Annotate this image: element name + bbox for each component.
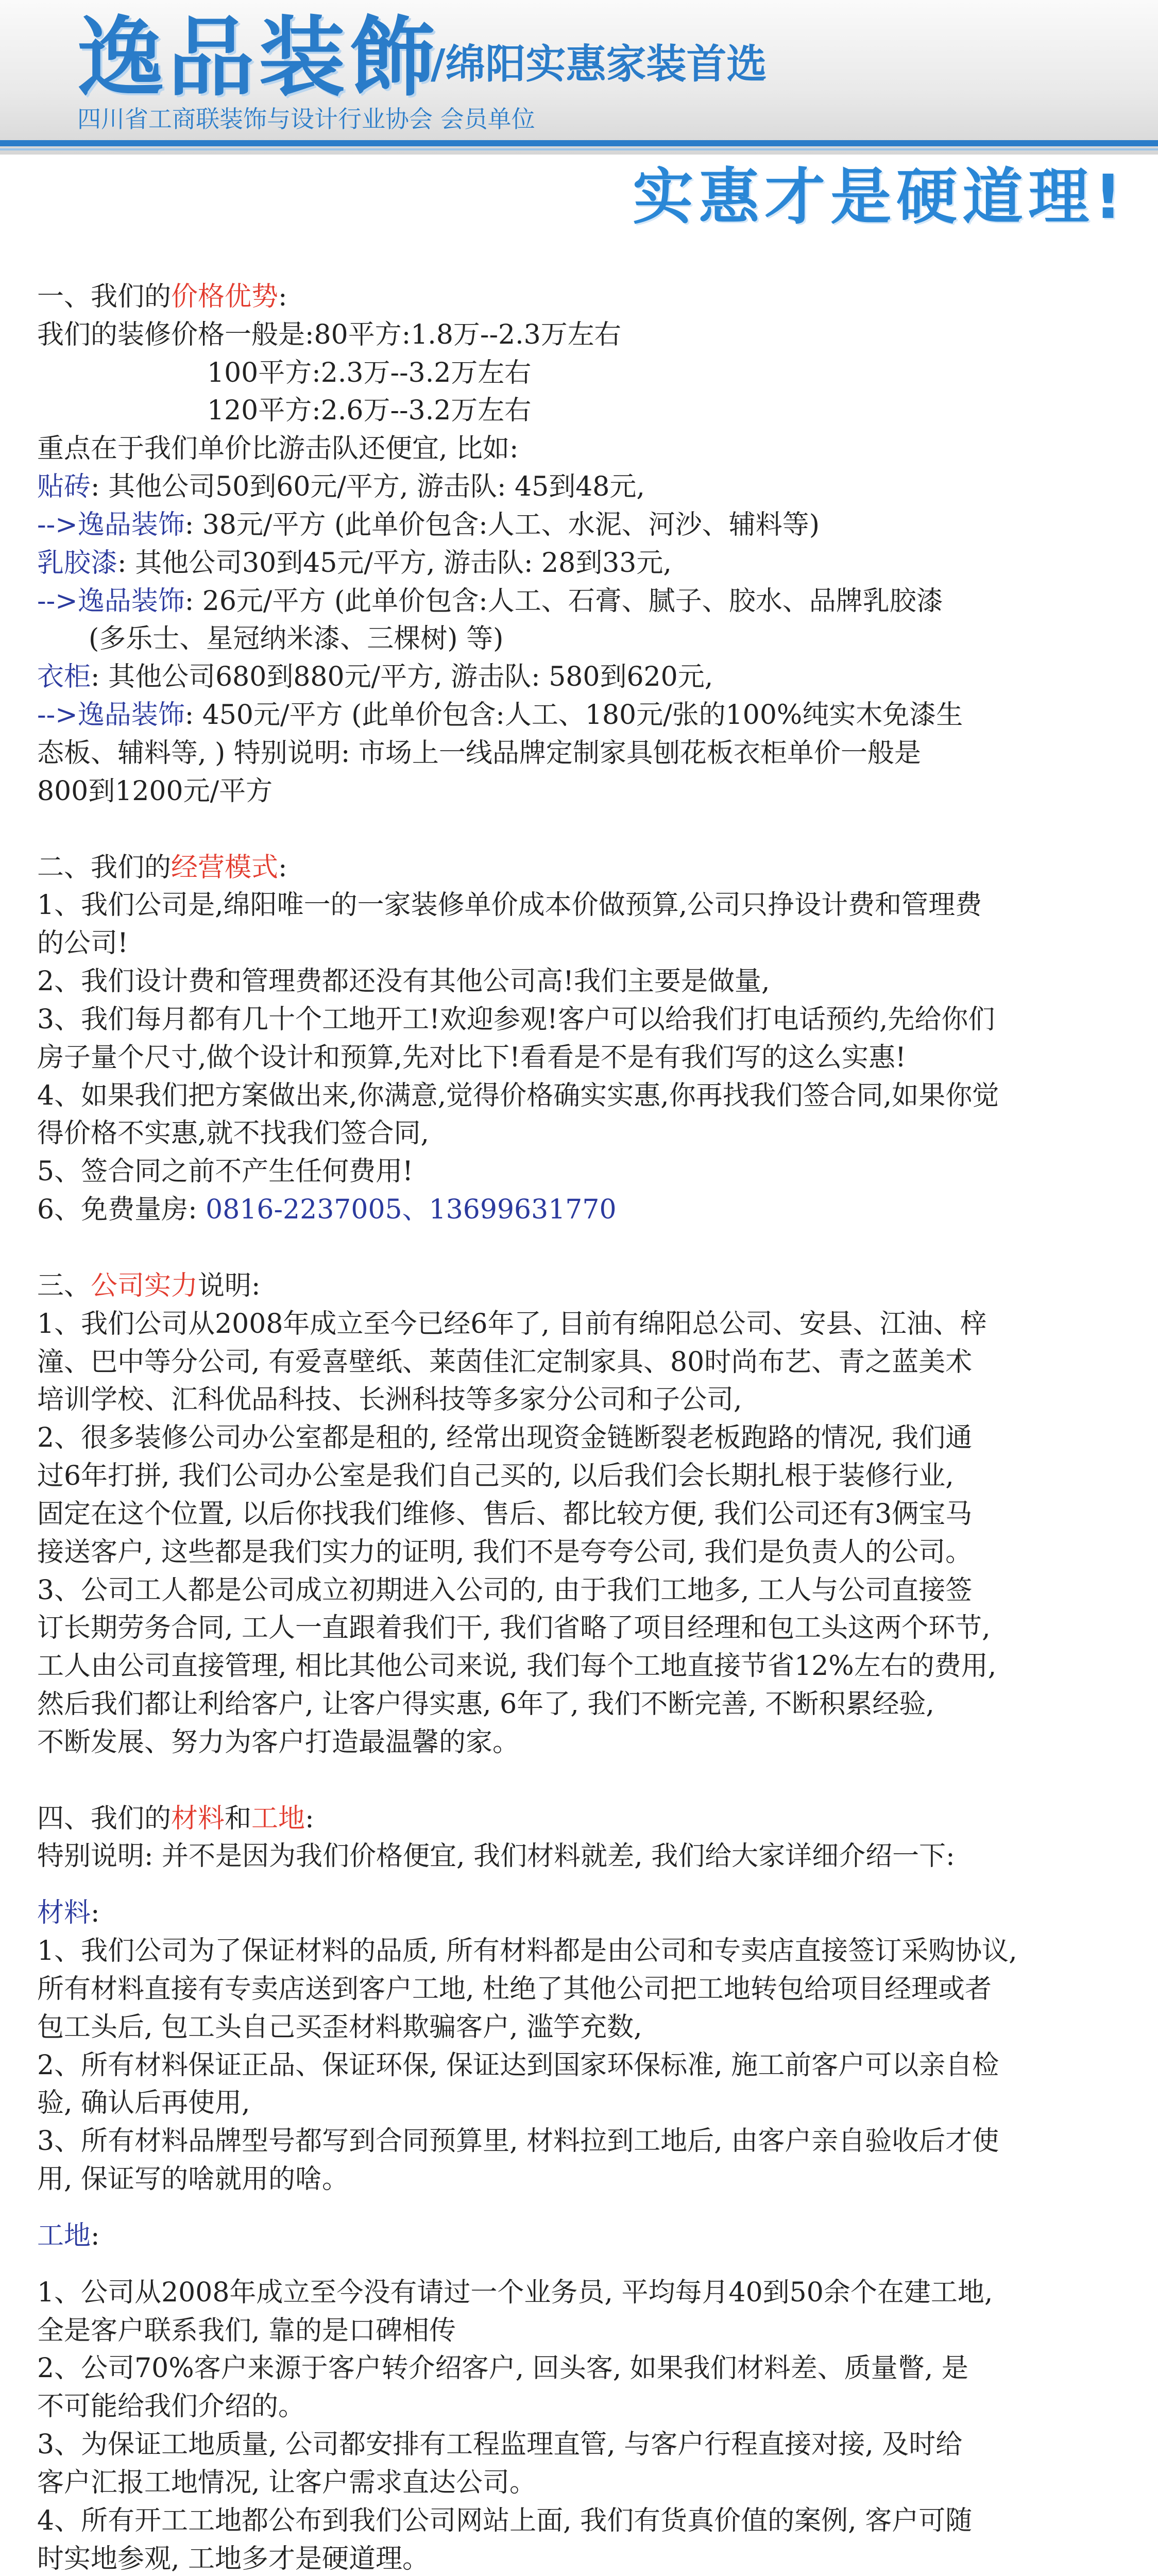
business-item: 的公司! <box>37 928 128 959</box>
strength-line: 潼、巴中等分公司, 有爱喜壁纸、莱茵佳汇定制家具、80时尚布艺、青之蓝美术 <box>37 1346 973 1378</box>
business-item: 得价格不实惠,就不找我们签合同, <box>37 1118 430 1149</box>
section-3-heading: 三、公司实力说明: <box>37 1270 261 1301</box>
business-item: 3、我们每月都有几十个工地开工!欢迎参观!客户可以给我们打电话预约,先给你们 <box>37 1004 995 1035</box>
latex-our-price-cont: (多乐士、星冠纳米漆、三棵树) 等) <box>89 623 504 655</box>
site-line: 3、为保证工地质量, 公司都安排有工程监理直管, 与客户行程直接对接, 及时给 <box>37 2429 963 2461</box>
header-divider-thin <box>0 148 1158 150</box>
strength-line: 培训学校、汇科优品科技、长洲科技等多家分公司和子公司, <box>37 1384 742 1416</box>
strength-line: 不断发展、努力为客户打造最温馨的家。 <box>37 1726 520 1758</box>
materials-line: 1、我们公司为了保证材料的品质, 所有材料都是由公司和专卖店直接签订采购协议, <box>37 1936 1017 1967</box>
brand-logo-text: 逸品装飾 <box>77 7 440 108</box>
price-line: 120平方:2.6万--3.2万左右 <box>207 395 532 427</box>
phone-number: 0816-2237005、13699631770 <box>206 1194 617 1226</box>
header-banner <box>0 0 1158 155</box>
section-4-heading: 四、我们的材料和工地: <box>37 1803 314 1834</box>
cabinet-our-price-cont: 800到1200元/平方 <box>37 775 273 807</box>
materials-line: 用, 保证写的啥就用的啥。 <box>37 2164 349 2195</box>
site-line: 客户汇报工地情况, 让客户需求直达公司。 <box>37 2467 537 2498</box>
strength-line: 固定在这个位置, 以后你找我们维修、售后、都比较方便, 我们公司还有3俩宝马 <box>37 1498 973 1530</box>
strength-line: 订长期劳务合同, 工人一直跟着我们干, 我们省略了项目经理和包工头这两个环节, <box>37 1613 991 1644</box>
business-item: 房子量个尺寸,做个设计和预算,先对比下!看看是不是有我们写的这么实惠! <box>37 1042 906 1073</box>
strength-line: 1、我们公司从2008年成立至今已经6年了, 目前有绵阳总公司、安县、江油、梓 <box>37 1308 987 1340</box>
business-item: 1、我们公司是,绵阳唯一的一家装修单价成本价做预算,公司只挣设计费和管理费 <box>37 890 982 921</box>
site-line: 全是客户联系我们, 靠的是口碑相传 <box>37 2315 456 2346</box>
association-text: 四川省工商联装饰与设计行业协会 会员单位 <box>77 105 535 133</box>
site-line: 不可能给我们介绍的。 <box>37 2391 305 2422</box>
tile-price: 贴砖: 其他公司50到60元/平方, 游击队: 45到48元, <box>37 471 645 503</box>
focus-line: 重点在于我们单价比游击队还便宜, 比如: <box>37 433 519 465</box>
cabinet-our-price-cont: 态板、辅料等, ) 特别说明: 市场上一线品牌定制家具刨花板衣柜单价一般是 <box>37 737 921 769</box>
business-item: 4、如果我们把方案做出来,你满意,觉得价格确实实惠,你再找我们签合同,如果你觉 <box>37 1080 999 1111</box>
site-line: 时实地参观, 工地多才是硬道理。 <box>37 2543 430 2574</box>
materials-heading: 材料: <box>37 1897 100 1929</box>
price-line: 我们的装修价格一般是:80平方:1.8万--2.3万左右 <box>37 319 621 350</box>
strength-line: 然后我们都让利给客户, 让客户得实惠, 6年了, 我们不断完善, 不断积累经验, <box>37 1688 934 1720</box>
strength-line: 工人由公司直接管理, 相比其他公司来说, 我们每个工地直接节省12%左右的费用, <box>37 1651 997 1682</box>
strength-line: 过6年打拼, 我们公司办公室是我们自己买的, 以后我们会长期扎根于装修行业, <box>37 1461 954 1492</box>
tile-our-price: -->逸品装饰: 38元/平方 (此单价包含:人工、水泥、河沙、辅料等) <box>37 509 820 540</box>
materials-line: 3、所有材料品牌型号都写到合同预算里, 材料拉到工地后, 由客户亲自验收后才使 <box>37 2126 999 2157</box>
business-item: 2、我们设计费和管理费都还没有其他公司高!我们主要是做量, <box>37 966 770 997</box>
cabinet-price: 衣柜: 其他公司680到880元/平方, 游击队: 580到620元, <box>37 662 713 693</box>
section-1-heading: 一、我们的价格优势: <box>37 281 287 312</box>
free-measure-line: 6、免费量房: 0816-2237005、13699631770 <box>37 1194 617 1226</box>
business-item: 5、签合同之前不产生任何费用! <box>37 1156 413 1188</box>
special-note: 特别说明: 并不是因为我们价格便宜, 我们材料就差, 我们给大家详细介绍一下: <box>37 1841 955 1872</box>
strength-line: 接送客户, 这些都是我们实力的证明, 我们不是夸夸公司, 我们是负责人的公司。 <box>37 1536 973 1568</box>
article-content <box>37 278 1124 2576</box>
header-divider <box>0 140 1158 146</box>
section-2-heading: 二、我们的经营模式: <box>37 852 287 883</box>
slogan-heading: 实惠才是硬道理! <box>633 161 1127 232</box>
latex-price: 乳胶漆: 其他公司30到45元/平方, 游击队: 28到33元, <box>37 547 672 579</box>
brand-tagline: /绵阳实惠家装首选 <box>431 41 767 88</box>
site-line: 4、所有开工工地都公布到我们公司网站上面, 我们有货真价值的案例, 客户可随 <box>37 2505 973 2536</box>
strength-line: 3、公司工人都是公司成立初期进入公司的, 由于我们工地多, 工人与公司直接签 <box>37 1574 973 1606</box>
site-line: 2、公司70%客户来源于客户转介绍客户, 回头客, 如果我们材料差、质量瞥, 是 <box>37 2353 968 2384</box>
strength-line: 2、很多装修公司办公室都是租的, 经常出现资金链断裂老板跑路的情况, 我们通 <box>37 1422 973 1454</box>
site-line: 1、公司从2008年成立至今没有请过一个业务员, 平均每月40到50余个在建工地, <box>37 2277 993 2308</box>
cabinet-our-price: -->逸品装饰: 450元/平方 (此单价包含:人工、180元/张的100%纯实木免漆生 <box>37 700 963 731</box>
materials-line: 验, 确认后再使用, <box>37 2088 250 2119</box>
site-heading: 工地: <box>37 2220 100 2251</box>
materials-line: 2、所有材料保证正品、保证环保, 保证达到国家环保标准, 施工前客户可以亲自检 <box>37 2049 999 2081</box>
latex-our-price: -->逸品装饰: 26元/平方 (此单价包含:人工、石膏、腻子、胶水、品牌乳胶漆 <box>37 585 943 617</box>
materials-line: 所有材料直接有专卖店送到客户工地, 杜绝了其他公司把工地转包给项目经理或者 <box>37 1973 992 2005</box>
materials-line: 包工头后, 包工头自己买歪材料欺骗客户, 滥竽充数, <box>37 2011 642 2043</box>
price-line: 100平方:2.3万--3.2万左右 <box>207 357 532 388</box>
